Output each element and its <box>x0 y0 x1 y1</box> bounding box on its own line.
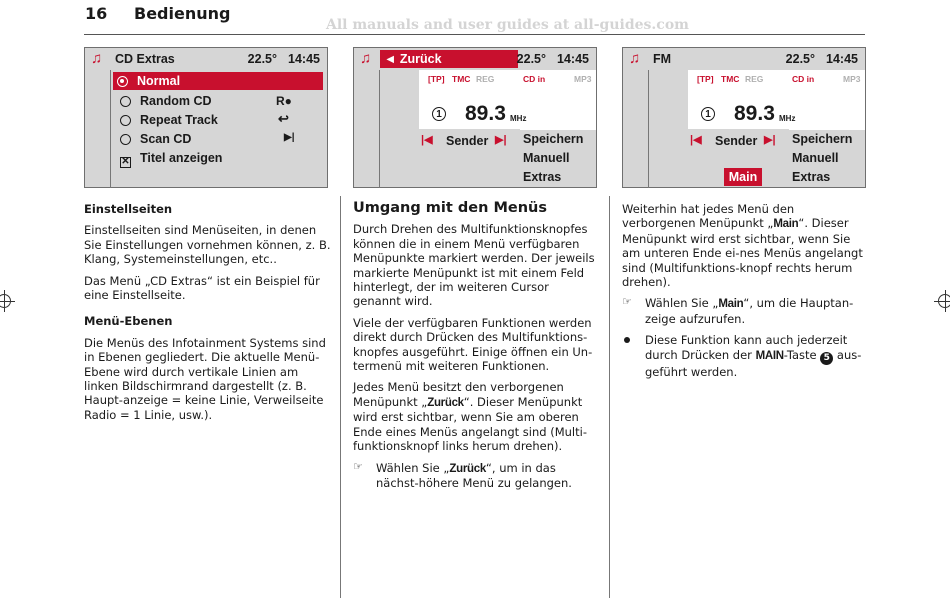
watermark: All manuals and user guides at all-guides.com <box>326 17 689 33</box>
instruction-item: ☞ Wählen Sie „Zurück“, um in das nächst-höhere Menü zu gelangen. <box>353 459 572 490</box>
instruction-item: ☞ Wählen Sie „Main“, um die Hauptan-zeige aufzurufen. <box>622 295 854 326</box>
radio-icon <box>120 115 131 126</box>
preset-number: 1 <box>432 107 446 121</box>
frequency-unit: MHz <box>510 114 527 123</box>
flag-reg: REG <box>745 74 764 84</box>
flag-tmc: TMC <box>452 74 471 84</box>
menu-level-line <box>110 70 111 188</box>
seek-forward-icon[interactable]: ▶| <box>495 134 507 146</box>
music-note-icon: ♫ <box>91 50 103 67</box>
flag-cd-in: CD in <box>792 74 815 84</box>
section-title: Umgang mit den Menüs <box>353 200 547 216</box>
screen-title: FM <box>653 52 672 66</box>
speichern-item[interactable]: Speichern <box>523 132 584 146</box>
temperature: 22.5° <box>785 52 815 66</box>
keyword-main-key: MAIN <box>755 349 784 362</box>
bullet-icon <box>624 337 630 343</box>
flag-tp: [TP] <box>697 74 714 84</box>
keyword-main: Main <box>773 218 799 231</box>
main-button[interactable]: Main <box>724 168 762 186</box>
paragraph: Einstellseiten sind Menüseiten, in denen Sie Einstellungen vornehmen können, z. B. Klang, Systemeinstellungen, etc.. <box>84 223 331 267</box>
clock: 14:45 <box>288 52 320 66</box>
keyword-zuruck: Zurück <box>449 462 486 475</box>
random-cd-icon: R● <box>276 94 292 108</box>
menu-item-repeat-track[interactable]: Repeat Track <box>116 111 218 129</box>
screen-radio-zuruck <box>353 47 597 188</box>
temperature: 22.5° <box>516 52 546 66</box>
paragraph: Jedes Menü besitzt den verborgenen Menüpunkt „Zurück“. Dieser Menüpunkt wird erst sichtbar, wenn Sie am oberen Ende eines Menüs angelangt sind (Multi-funktionsknopf links herum drehen). <box>353 380 587 454</box>
pointing-hand-icon: ☞ <box>353 459 363 473</box>
extras-item[interactable]: Extras <box>523 170 562 184</box>
clock: 14:45 <box>826 52 858 66</box>
heading-einstellseiten: Einstellseiten <box>84 202 173 216</box>
extras-item[interactable]: Extras <box>792 170 831 184</box>
flag-mp3: MP3 <box>574 74 592 84</box>
temperature: 22.5° <box>247 52 277 66</box>
frequency-unit: MHz <box>779 114 796 123</box>
seek-back-icon[interactable]: |◀ <box>690 134 702 146</box>
column-2 <box>353 201 598 497</box>
preset-number: 1 <box>701 107 715 121</box>
header-rule <box>84 34 865 35</box>
menu-item-normal[interactable]: Normal <box>113 72 323 90</box>
seek-forward-icon[interactable]: ▶| <box>764 134 776 146</box>
keyword-zuruck: Zurück <box>427 396 464 409</box>
radio-selected-icon <box>117 76 128 87</box>
back-item[interactable]: ◄ Zurück <box>380 50 518 68</box>
column-1 <box>84 202 331 429</box>
column-divider-2 <box>609 196 610 598</box>
sender-label[interactable]: Sender <box>715 134 758 148</box>
music-note-icon: ♫ <box>360 50 372 67</box>
bullet-item: Diese Funktion kann auch jederzeit durch Drücken der MAIN-Taste 5 aus-geführt werden. <box>622 333 867 379</box>
flag-cd-in: CD in <box>523 74 546 84</box>
menu-item-scan-cd[interactable]: Scan CD <box>116 130 191 148</box>
repeat-icon: ↩ <box>278 111 289 126</box>
flag-tp: [TP] <box>428 74 445 84</box>
radio-icon <box>120 134 131 145</box>
page-number: 16 <box>85 4 108 23</box>
paragraph: Durch Drehen des Multifunktionsknopfes können die in einem Menü verfügbaren Menüpunkte markiert werden. Der jeweils markierte Menüpunkt ist mit einem Feld hinterlegt, der im weiteren Cursor genannt wird. <box>353 222 595 309</box>
screen-title: CD Extras <box>115 52 175 66</box>
column-divider-1 <box>340 196 341 598</box>
speichern-item[interactable]: Speichern <box>792 132 853 146</box>
seek-back-icon[interactable]: |◀ <box>421 134 433 146</box>
flag-mp3: MP3 <box>843 74 861 84</box>
paragraph: Viele der verfügbaren Funktionen werden direkt durch Drücken des Multifunktions-knopfes ausgeführt. Einige öffnen ein Un-termenü mit weiteren Funktionen. <box>353 315 593 374</box>
menu-item-random-cd[interactable]: Random CD <box>116 92 212 110</box>
clock: 14:45 <box>557 52 589 66</box>
column-3 <box>622 202 867 386</box>
frequency: 89.3 <box>734 102 775 125</box>
key-number-badge: 5 <box>820 352 833 365</box>
checkbox-icon: ✕ <box>121 156 130 167</box>
manuell-item[interactable]: Manuell <box>523 151 570 165</box>
chapter-title: Bedienung <box>134 4 231 23</box>
frequency: 89.3 <box>465 102 506 125</box>
keyword-main: Main <box>718 298 744 311</box>
heading-menu-ebenen: Menü-Ebenen <box>84 314 173 329</box>
paragraph: Das Menü „CD Extras“ ist ein Beispiel für eine Einstellseite. <box>84 273 320 303</box>
flag-reg: REG <box>476 74 495 84</box>
menu-item-titel-anzeigen[interactable]: ✕ Titel anzeigen <box>121 151 223 167</box>
manuell-item[interactable]: Manuell <box>792 151 839 165</box>
registration-mark-right <box>938 294 950 308</box>
radio-icon <box>120 96 131 107</box>
pointing-hand-icon: ☞ <box>622 295 632 309</box>
paragraph: Weiterhin hat jedes Menü den verborgenen Menüpunkt „Main“. Dieser Menüpunkt wird erst sichtbar, wenn Sie am unteren Ende ei-nes Menüs angelangt sind (Multifunktions-knopf rechts herum drehen). <box>622 202 863 290</box>
menu-level-line <box>379 70 380 188</box>
registration-mark-left <box>0 294 11 308</box>
paragraph: Die Menüs des Infotainment Systems sind in Ebenen gegliedert. Die aktuelle Menü-Ebene wird durch vertikale Linien am linken Bildschirmrand dargestellt (z. B. Haupt-anzeige = keine Linie, Verweilseite Radio = 1 Linie, usw.). <box>84 335 326 422</box>
scan-icon: ▶| <box>284 132 295 143</box>
flag-tmc: TMC <box>721 74 740 84</box>
menu-level-line <box>648 70 649 188</box>
screen-cd-extras <box>84 47 328 188</box>
music-note-icon: ♫ <box>629 50 641 67</box>
sender-label[interactable]: Sender <box>446 134 489 148</box>
screen-radio-fm <box>622 47 866 188</box>
